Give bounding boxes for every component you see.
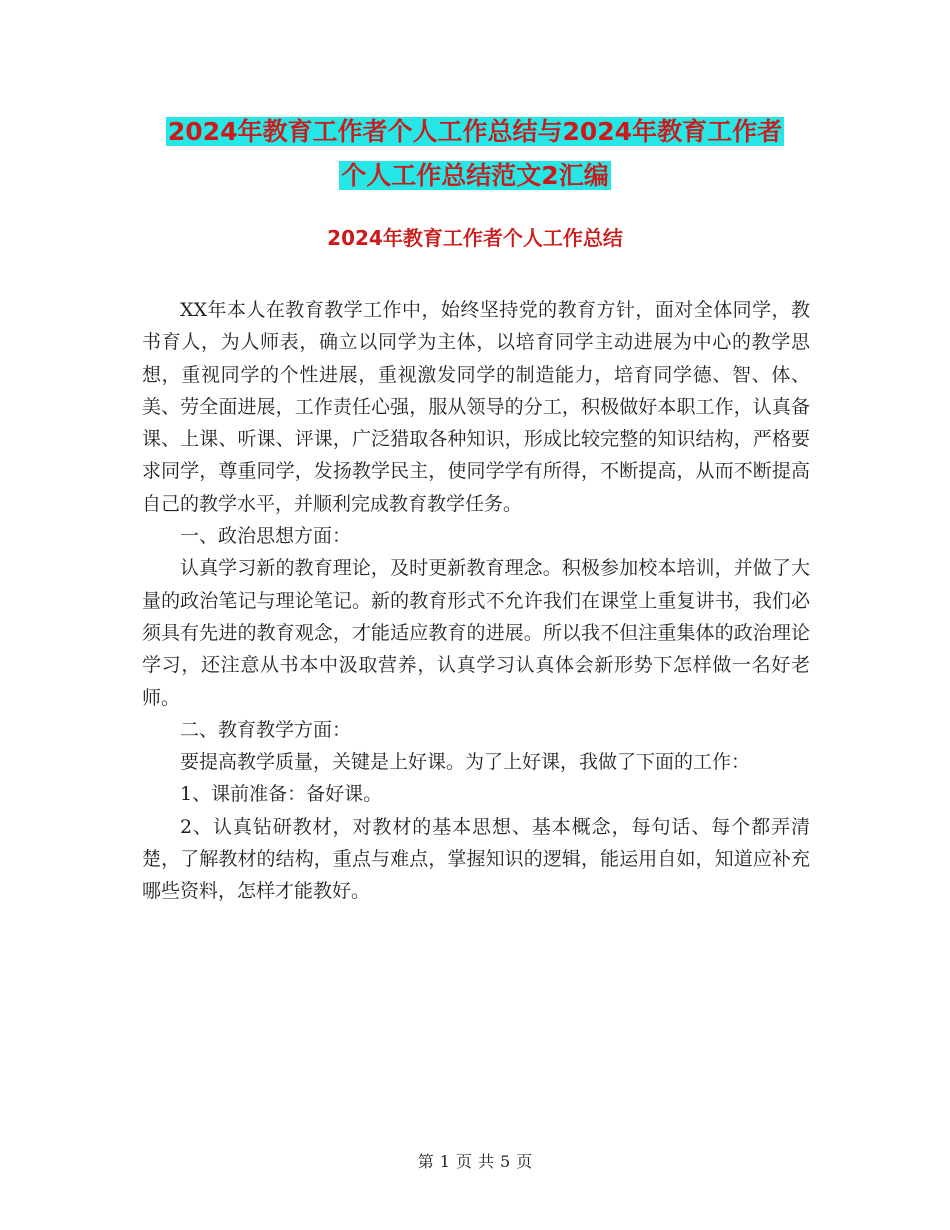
heading-politics: 一、政治思想方面： (180, 525, 352, 548)
page-footer (0, 1150, 950, 1174)
heading-teaching: 二、教育教学方面： (180, 718, 352, 741)
document-title-line-2-text: 个人工作总结范文2汇编 (341, 161, 609, 190)
footer-total-word: 共 (478, 1152, 495, 1171)
footer-suffix: 页 (516, 1152, 533, 1171)
list-item-1: 1、课前准备：备好课。 (180, 783, 383, 806)
paragraph-intro: XX年本人在教育教学工作中，始终坚持党的教育方针，面对全体同学，教书育人，为人师表，确立以同学为主体，以培育同学主动进展为中心的教学思想，重视同学的个性进展，重视激发同学的制造能力，培育同学德、智、体、美、劳全面进展，工作责任心强，服从领导的分工，积极做好本职工作，认真备课、上课、听课、评课，广泛猎取各种知识，形成比较完整的知识结构，严格要求同学，尊重同学，发扬教学民主，使同学学有所得，不断提高，从而不断提高自己的教学水平，并顺利完成教育教学任务。 (142, 299, 810, 515)
footer-total-pages: 5 (500, 1152, 511, 1171)
footer-prefix: 第 (417, 1152, 434, 1171)
paragraph-teaching: 要提高教学质量，关键是上好课。为了上好课，我做了下面的工作： (180, 751, 751, 774)
footer-page-word: 页 (455, 1152, 472, 1171)
document-title-line-1-text: 2024年教育工作者个人工作总结与2024年教育工作者 (167, 117, 783, 146)
document-title-line-2 (0, 154, 950, 198)
section-title: 2024年教育工作者个人工作总结 (327, 226, 623, 250)
list-item-2: 2、认真钻研教材，对教材的基本思想、基本概念，每句话、每个都弄清楚，了解教材的结构，重点与难点，掌握知识的逻辑，能运用自如，知道应补充哪些资料，怎样才能教好。 (142, 815, 810, 903)
paragraph-politics: 认真学习新的教育理论，及时更新教育理念。积极参加校本培训，并做了大量的政治笔记与理论笔记。新的教育形式不允许我们在课堂上重复讲书，我们必须具有先进的教育观念，才能适应教育的进展。所以我不但注重集体的政治理论学习，还注意从书本中汲取营养，认真学习认真体会新形势下怎样做一名好老师。 (142, 557, 810, 709)
footer-current-page: 1 (439, 1152, 450, 1171)
document-title-line-1 (0, 110, 950, 154)
document-body (142, 294, 810, 908)
